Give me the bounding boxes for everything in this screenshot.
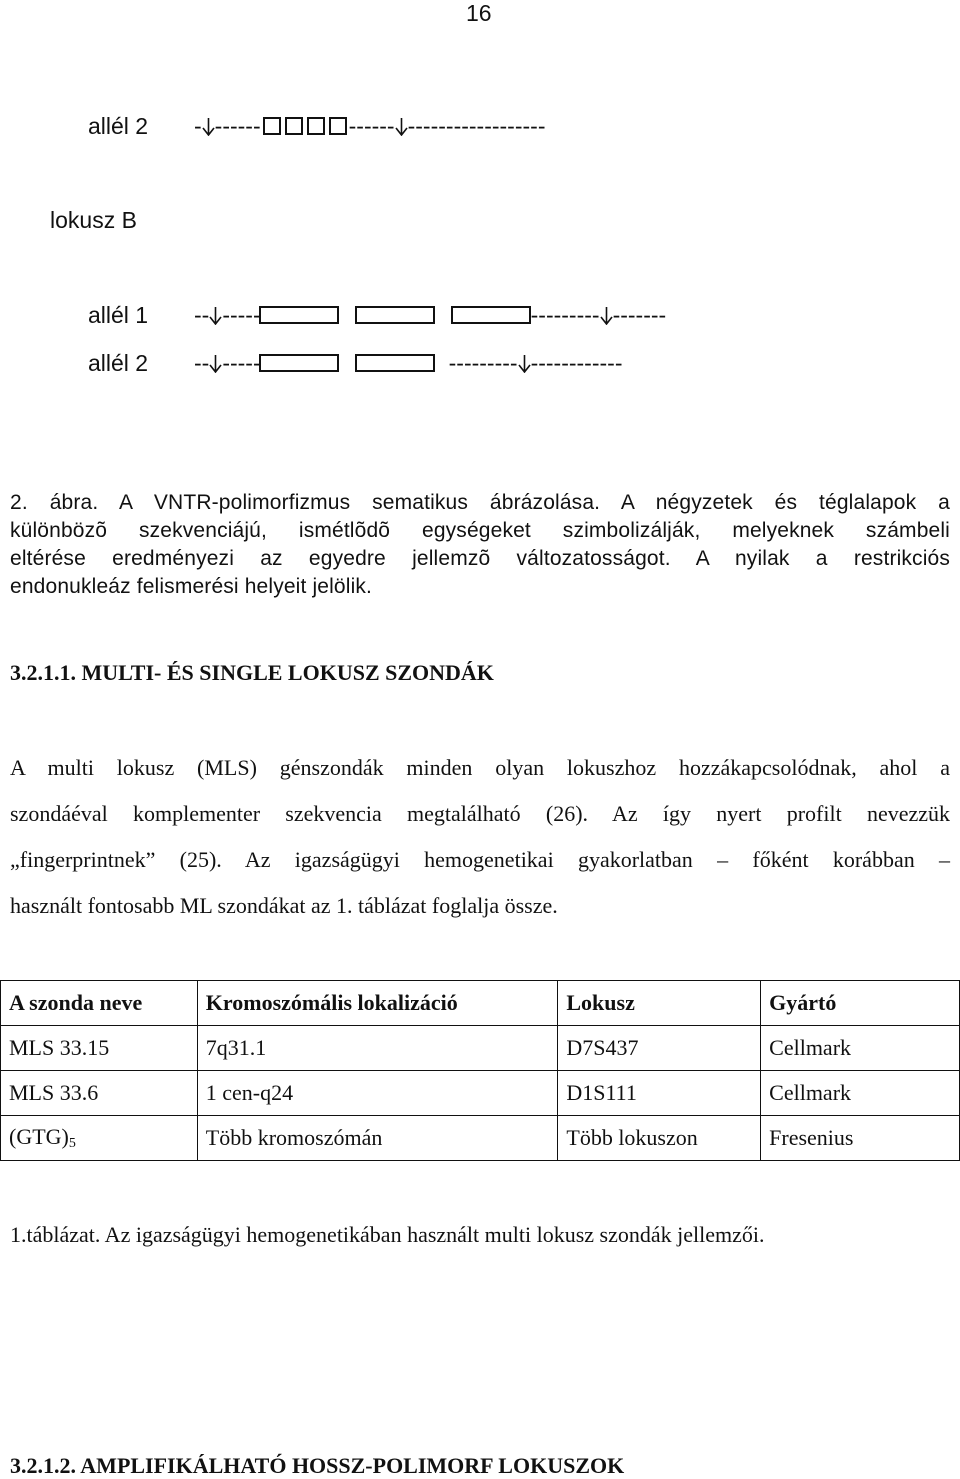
section-heading: 3.2.1.1. MULTI- ÉS SINGLE LOKUSZ SZONDÁK — [10, 660, 494, 685]
probe-name: (GTG) — [9, 1124, 69, 1149]
caption-line: 2. ábra. A VNTR-polimorfizmus sematikus ábrázolása. A négyzetek és téglalapok a — [10, 491, 950, 514]
table-cell: MLS 33.6 — [1, 1071, 198, 1116]
paragraph-line: használt fontosabb ML szondákat az 1. táblázat foglalja össze. — [10, 893, 558, 918]
paragraph-line: A multi lokusz (MLS) génszondák minden olyan lokuszhoz hozzákapcsolódnak, ahol a — [10, 755, 950, 780]
allele-2-sequence-locus-a — [194, 112, 545, 140]
sequence-dash: - — [194, 112, 202, 139]
caption-line: eltérése eredményezi az egyedre jellemzõ változatosságot. A nyilak a restrikciós — [10, 547, 950, 570]
table-row — [1, 1026, 960, 1071]
table-header-cell: Kromoszómális lokalizáció — [197, 981, 558, 1026]
body-paragraph — [10, 754, 950, 938]
allele-1-label-locus-b: allél 1 — [88, 302, 149, 328]
table-cell: 1 cen-q24 — [197, 1071, 558, 1116]
subscript: 5 — [68, 1136, 76, 1151]
sequence-dash: ------------------ — [407, 112, 546, 139]
caption-line: endonukleáz felismerési helyeit jelölik. — [10, 575, 373, 598]
figure-caption — [10, 489, 950, 601]
sequence-dash: --------- — [448, 349, 518, 376]
table-cell: D7S437 — [558, 1026, 761, 1071]
restriction-arrow-icon — [209, 307, 222, 323]
sequence-dash: ------- — [612, 301, 667, 328]
restriction-arrow-icon — [209, 355, 222, 371]
table-cell: 7q31.1 — [197, 1026, 558, 1071]
table-cell: Cellmark — [761, 1071, 960, 1116]
next-section-heading: 3.2.1.2. AMPLIFIKÁLHATÓ HOSSZ-POLIMORF LOKUSZOK — [10, 1453, 625, 1478]
page-number: 16 — [466, 0, 492, 26]
table-cell: Fresenius — [761, 1116, 960, 1161]
sequence-dash: -- — [194, 301, 210, 328]
repeat-square — [329, 117, 347, 135]
table-header-cell: Gyártó — [761, 981, 960, 1026]
table-row — [1, 1116, 960, 1161]
locus-b-label: lokusz B — [50, 207, 137, 233]
table-cell: Több kromoszómán — [197, 1116, 558, 1161]
repeat-square — [307, 117, 325, 135]
allele-2-sequence-locus-b — [194, 349, 622, 377]
restriction-arrow-icon — [395, 118, 408, 134]
table-cell — [1, 1116, 198, 1161]
table-row — [1, 1071, 960, 1116]
repeat-square — [285, 117, 303, 135]
sequence-dash: -- — [194, 349, 210, 376]
paragraph-line: szondáéval komplementer szekvencia megtalálható (26). Az így nyert profilt nevezzük — [10, 801, 950, 826]
table-cell: Több lokuszon — [558, 1116, 761, 1161]
caption-line: különbözõ szekvenciájú, ismétlõdõ egységeket szimbolizálják, melyeknek számbeli — [10, 519, 950, 542]
sequence-dash: ------------ — [530, 349, 623, 376]
sequence-dash: ------ — [348, 112, 395, 139]
paragraph-line: „fingerprintnek” (25). Az igazságügyi hemogenetikai gyakorlatban – főként korábban – — [10, 847, 950, 872]
restriction-arrow-icon — [202, 118, 215, 134]
repeat-rectangle — [259, 354, 339, 372]
allele-1-sequence-locus-b — [194, 301, 666, 329]
table-caption: 1.táblázat. Az igazságügyi hemogenetikában használt multi lokusz szondák jellemzői. — [10, 1222, 765, 1247]
table-header-cell: Lokusz — [558, 981, 761, 1026]
table-header-cell: A szonda neve — [1, 981, 198, 1026]
allele-2-label-locus-a: allél 2 — [88, 113, 149, 139]
sequence-dash: ----- — [222, 301, 261, 328]
repeat-rectangle — [355, 306, 435, 324]
repeat-rectangle — [259, 306, 339, 324]
repeat-square — [263, 117, 281, 135]
repeat-rectangle — [355, 354, 435, 372]
restriction-arrow-icon — [600, 307, 613, 323]
table-cell: D1S111 — [558, 1071, 761, 1116]
sequence-dash: ------ — [214, 112, 261, 139]
table-header-row — [1, 981, 960, 1026]
table-cell: MLS 33.15 — [1, 1026, 198, 1071]
table-cell: Cellmark — [761, 1026, 960, 1071]
repeat-rectangle — [451, 306, 531, 324]
allele-2-label-locus-b: allél 2 — [88, 350, 149, 376]
sequence-dash: --------- — [530, 301, 600, 328]
sequence-dash: ----- — [222, 349, 261, 376]
probes-table — [0, 980, 960, 1161]
restriction-arrow-icon — [518, 355, 531, 371]
